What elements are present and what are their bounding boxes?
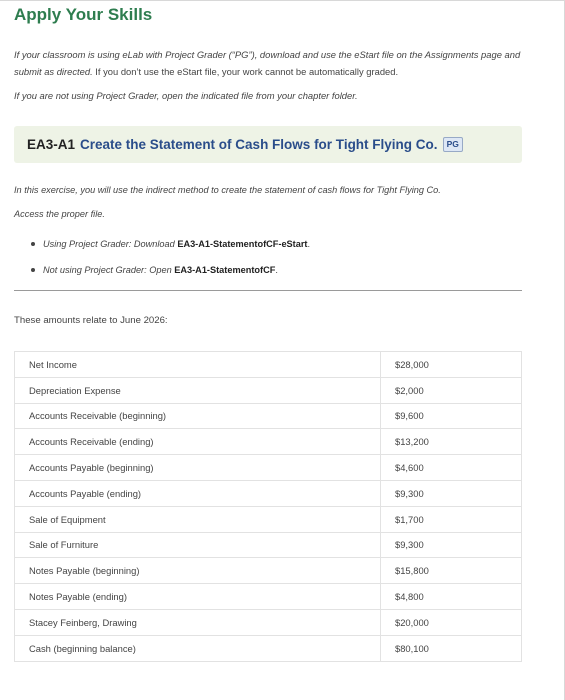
amount-value: $15,800 [381,558,522,584]
table-row [15,455,522,481]
exercise-code: EA3-A1 [27,137,76,152]
table-row [15,635,522,661]
amount-value: $80,100 [381,635,522,661]
intro-paragraph-no-grader: If you are not using Project Grader, open the indicated file from your chapter folder. [14,90,358,101]
file-name-chapter: EA3-A1-StatementofCF [174,265,276,275]
amount-value: $20,000 [381,609,522,635]
amount-value: $9,600 [381,403,522,429]
amount-label: Depreciation Expense [15,377,381,403]
exercise-title: Create the Statement of Cash Flows for Tight Flying Co. [80,137,438,152]
table-row [15,609,522,635]
project-grader-badge: PG [443,137,463,152]
table-row [15,506,522,532]
intro-pg-instructions: If your classroom is using eLab with Project Grader (“PG”), download and use the eStart file on the Assignments page and submit as directed. [14,49,521,77]
section-divider [14,290,522,291]
table-row [15,480,522,506]
table-row [15,584,522,610]
intro-paragraph-project-grader [14,46,522,80]
file-instructions-list [14,235,522,279]
section-heading: Apply Your Skills [14,5,153,24]
amount-label: Notes Payable (beginning) [15,558,381,584]
amount-label: Sale of Furniture [15,532,381,558]
amount-label: Accounts Payable (ending) [15,480,381,506]
amount-value: $2,000 [381,377,522,403]
amount-value: $9,300 [381,532,522,558]
table-row [15,429,522,455]
amount-label: Notes Payable (ending) [15,584,381,610]
amount-value: $9,300 [381,480,522,506]
amount-value: $13,200 [381,429,522,455]
list-item-chapter-file: Not using Project Grader: Open EA3-A1-StatementofCF. [31,261,522,279]
table-row [15,377,522,403]
amount-label: Sale of Equipment [15,506,381,532]
table-row [15,403,522,429]
amount-label: Stacey Feinberg, Drawing [15,609,381,635]
amount-value: $4,600 [381,455,522,481]
intro-pg-warning: If you don’t use the eStart file, your work cannot be automatically graded. [92,66,399,77]
exercise-header [14,126,522,163]
amounts-lead-text: These amounts relate to June 2026: [14,315,168,326]
table-row [15,352,522,378]
amount-value: $4,800 [381,584,522,610]
table-row [15,558,522,584]
amount-label: Cash (beginning balance) [15,635,381,661]
table-row [15,532,522,558]
list-item-project-grader-file: Using Project Grader: Download EA3-A1-StatementofCF-eStart. [31,235,522,253]
amount-label: Net Income [15,352,381,378]
access-instruction: Access the proper file. [14,209,105,219]
file-name-estart: EA3-A1-StatementofCF-eStart [177,239,308,249]
amount-label: Accounts Receivable (beginning) [15,403,381,429]
amount-label: Accounts Payable (beginning) [15,455,381,481]
exercise-description: In this exercise, you will use the indirect method to create the statement of cash flows for Tight Flying Co. [14,185,441,195]
amount-value: $1,700 [381,506,522,532]
amount-label: Accounts Receivable (ending) [15,429,381,455]
amounts-table [14,351,522,662]
amount-value: $28,000 [381,352,522,378]
content-page [14,0,522,662]
